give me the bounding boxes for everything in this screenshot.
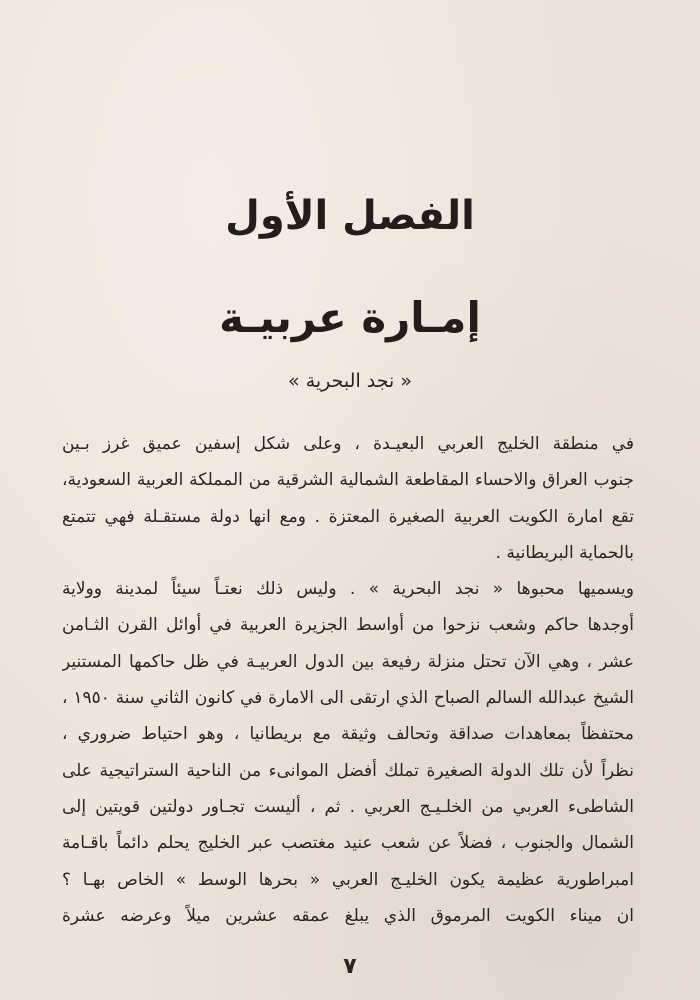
page-number: ٧: [343, 954, 357, 979]
section-subtitle: « نجد البحرية »: [288, 370, 412, 392]
body-line: الشيخ عبدالله السالم الصباح الذي ارتقى الى الامارة في كانون الثاني سنة ١٩٥٠ ،: [62, 688, 634, 709]
body-line: بالحماية البريطانية .: [495, 542, 634, 563]
body-line: محتفظاً بمعاهدات صداقة وتحالف وثيقة مع بريطانيا ، وهو احتياط ضروري ،: [62, 724, 634, 745]
body-line: تقع امارة الكويت العربية الصغيرة المعتزة . ومع انها دولة مستقـلة فهي تتمتع: [62, 506, 634, 527]
body-text: [62, 426, 634, 934]
body-line: نظراً لأن تلك الدولة الصغيرة تملك أفضل الموانىء من الناحية الستراتيجية على: [62, 760, 634, 781]
body-line: ويسميها محبوها « نجد البحرية » . وليس ذلك نعتـاً سيئاً لمدينة وولاية: [62, 579, 634, 600]
body-line: جنوب العراق والاحساء المقاطعة الشمالية الشرقية من المملكة العربية السعودية،: [62, 470, 634, 491]
body-line: عشر ، وهي الآن تحتل منزلة رفيعة بين الدول العربيـة في ظل حاكمها المستنير: [62, 651, 634, 672]
body-line: الشاطىء العربي من الخلـيـج العربي . ثم ، أليست تجـاور دولتين قويتين إلى: [62, 796, 634, 817]
body-line: ان ميناء الكويت المرموق الذي يبلغ عمقه عشرين ميلاً وعرضه عشرة: [62, 905, 634, 926]
body-line: في منطقة الخليج العربي البعيـدة ، وعلى شكل إسفين عميق غرز بـين: [62, 434, 634, 454]
chapter-title: الفصل الأول: [225, 193, 475, 239]
body-line: امبراطورية عظيمة يكون الخليـج العربي « بحرها الوسط » الخاص بهـا ؟: [62, 869, 634, 890]
body-line: أوجدها حاكم وشعب نزحوا من أواسط الجزيرة العربية في أوائل القرن الثـامن: [62, 615, 634, 636]
section-title: إمـارة عربيـة: [219, 293, 481, 342]
body-line: الشمال والجنوب ، فضلاً عن شعب عنيد مغتصب عبر الخليج يحلم دائماً باقـامة: [62, 833, 634, 854]
